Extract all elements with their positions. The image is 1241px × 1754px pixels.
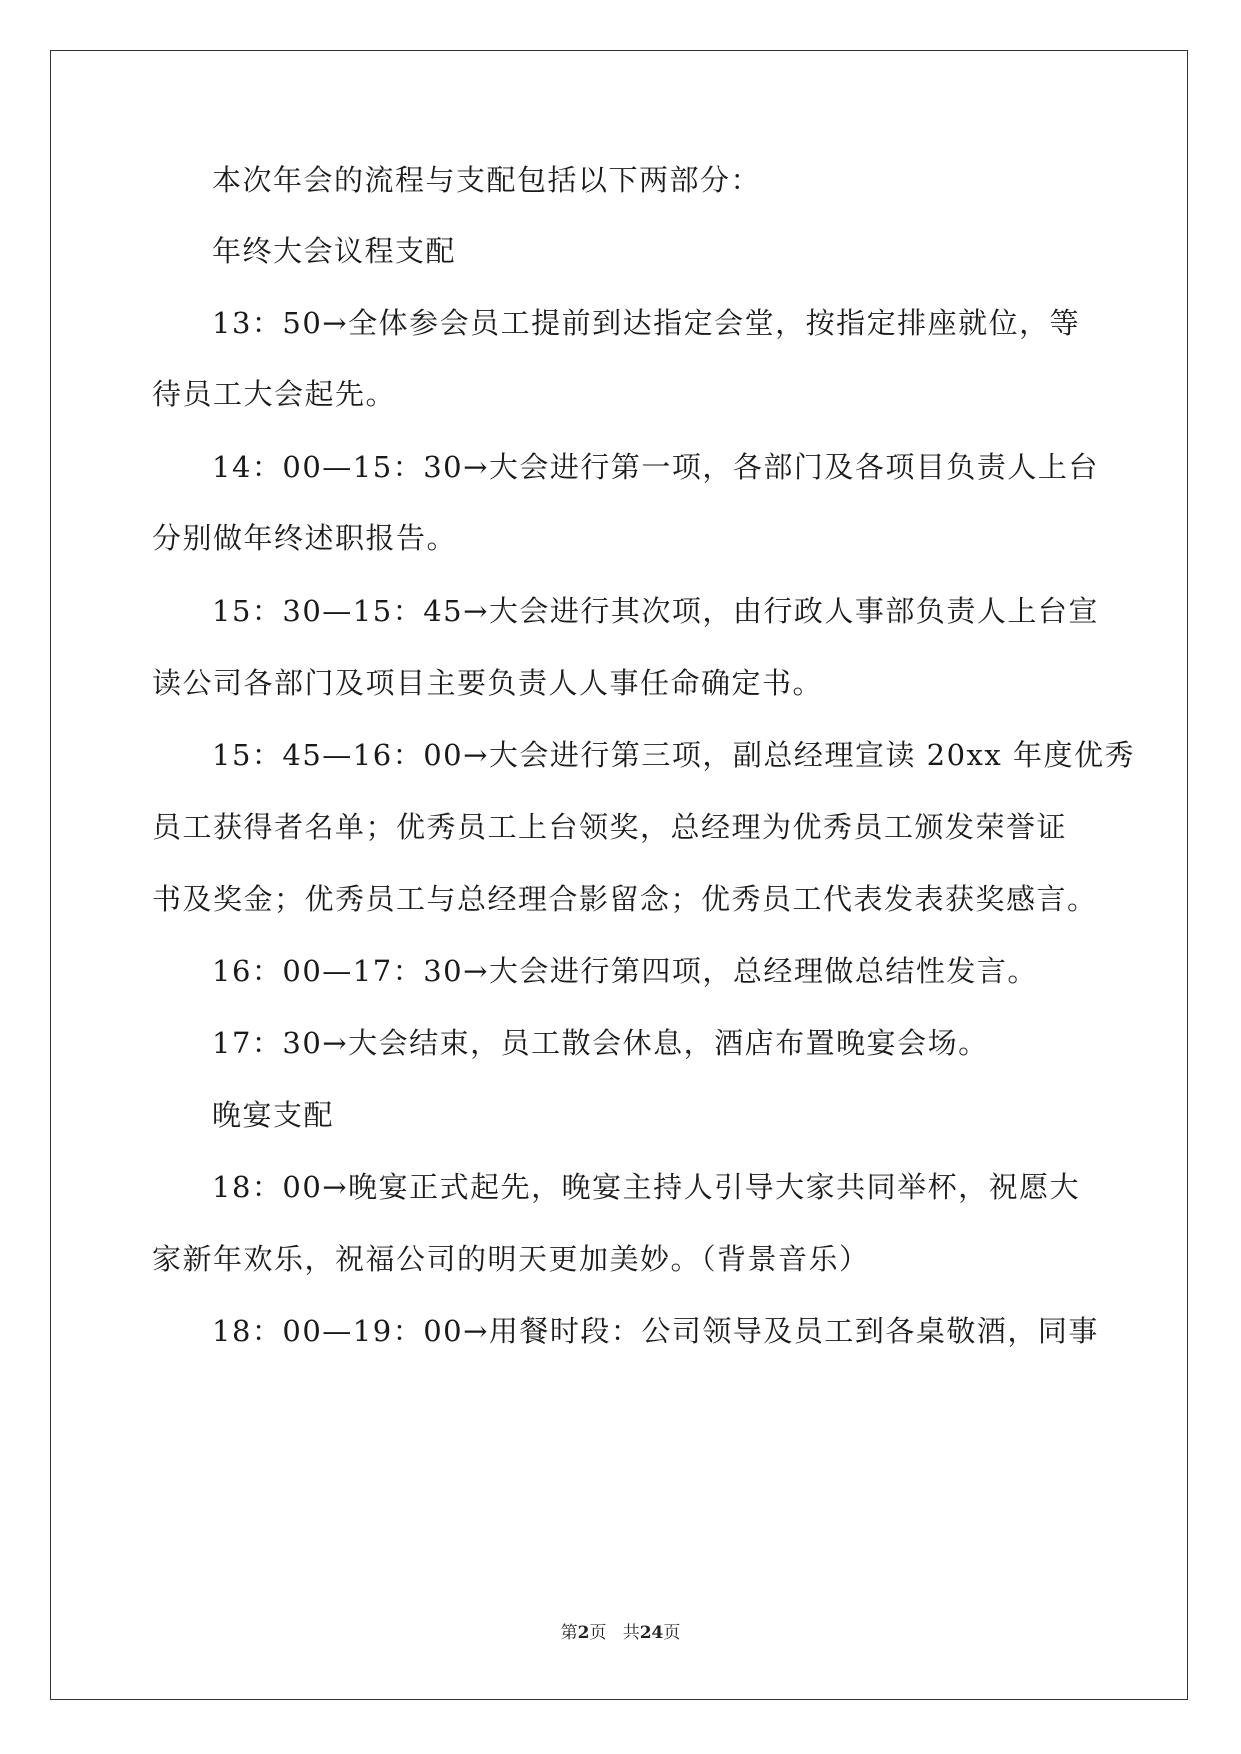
page-footer [0,1618,1241,1643]
agenda-line: 分别做年终述职报告。 [152,521,458,555]
footer-total-prefix: 共 [622,1623,640,1643]
agenda-line: 15：30—15：45→大会进行其次项，由行政人事部负责人上台宣 [212,594,1099,628]
banquet-line: 18：00—19：00→用餐时段：公司领导及员工到各桌敬酒，同事 [212,1314,1099,1348]
agenda-line: 员工获得者名单；优秀员工上台领奖，总经理为优秀员工颁发荣誉证 [152,810,1068,844]
banquet-line: 家新年欢乐，祝福公司的明天更加美妙。（背景音乐） [152,1242,870,1276]
agenda-line: 书及奖金；优秀员工与总经理合影留念；优秀员工代表发表获奖感言。 [152,882,1098,916]
agenda-line: 16：00—17：30→大会进行第四项，总经理做总结性发言。 [212,954,1038,988]
footer-page-word: 页 [589,1623,607,1643]
banquet-line: 18：00→晚宴正式起先，晚宴主持人引导大家共同举杯，祝愿大 [212,1170,1081,1204]
footer-total-suffix: 页 [663,1623,681,1643]
agenda-line: 读公司各部门及项目主要负责人人事任命确定书。 [152,666,824,700]
footer-prefix: 第 [560,1623,578,1643]
intro-paragraph: 本次年会的流程与支配包括以下两部分： [212,163,762,197]
agenda-line: 待员工大会起先。 [152,377,397,411]
section-heading-banquet: 晚宴支配 [212,1098,335,1132]
agenda-line: 17：30→大会结束，员工散会休息，酒店布置晚宴会场。 [212,1026,989,1060]
agenda-line: 15：45—16：00→大会进行第三项，副总经理宣读 20xx 年度优秀 [212,738,1135,772]
page-border [50,50,1188,1700]
agenda-line: 14：00—15：30→大会进行第一项，各部门及各项目负责人上台 [212,450,1099,484]
agenda-line: 13：50→全体参会员工提前到达指定会堂，按指定排座就位，等 [212,306,1081,340]
footer-total-pages: 24 [639,1623,664,1643]
section-heading-meeting: 年终大会议程支配 [212,234,457,268]
footer-current-page: 2 [577,1623,590,1643]
